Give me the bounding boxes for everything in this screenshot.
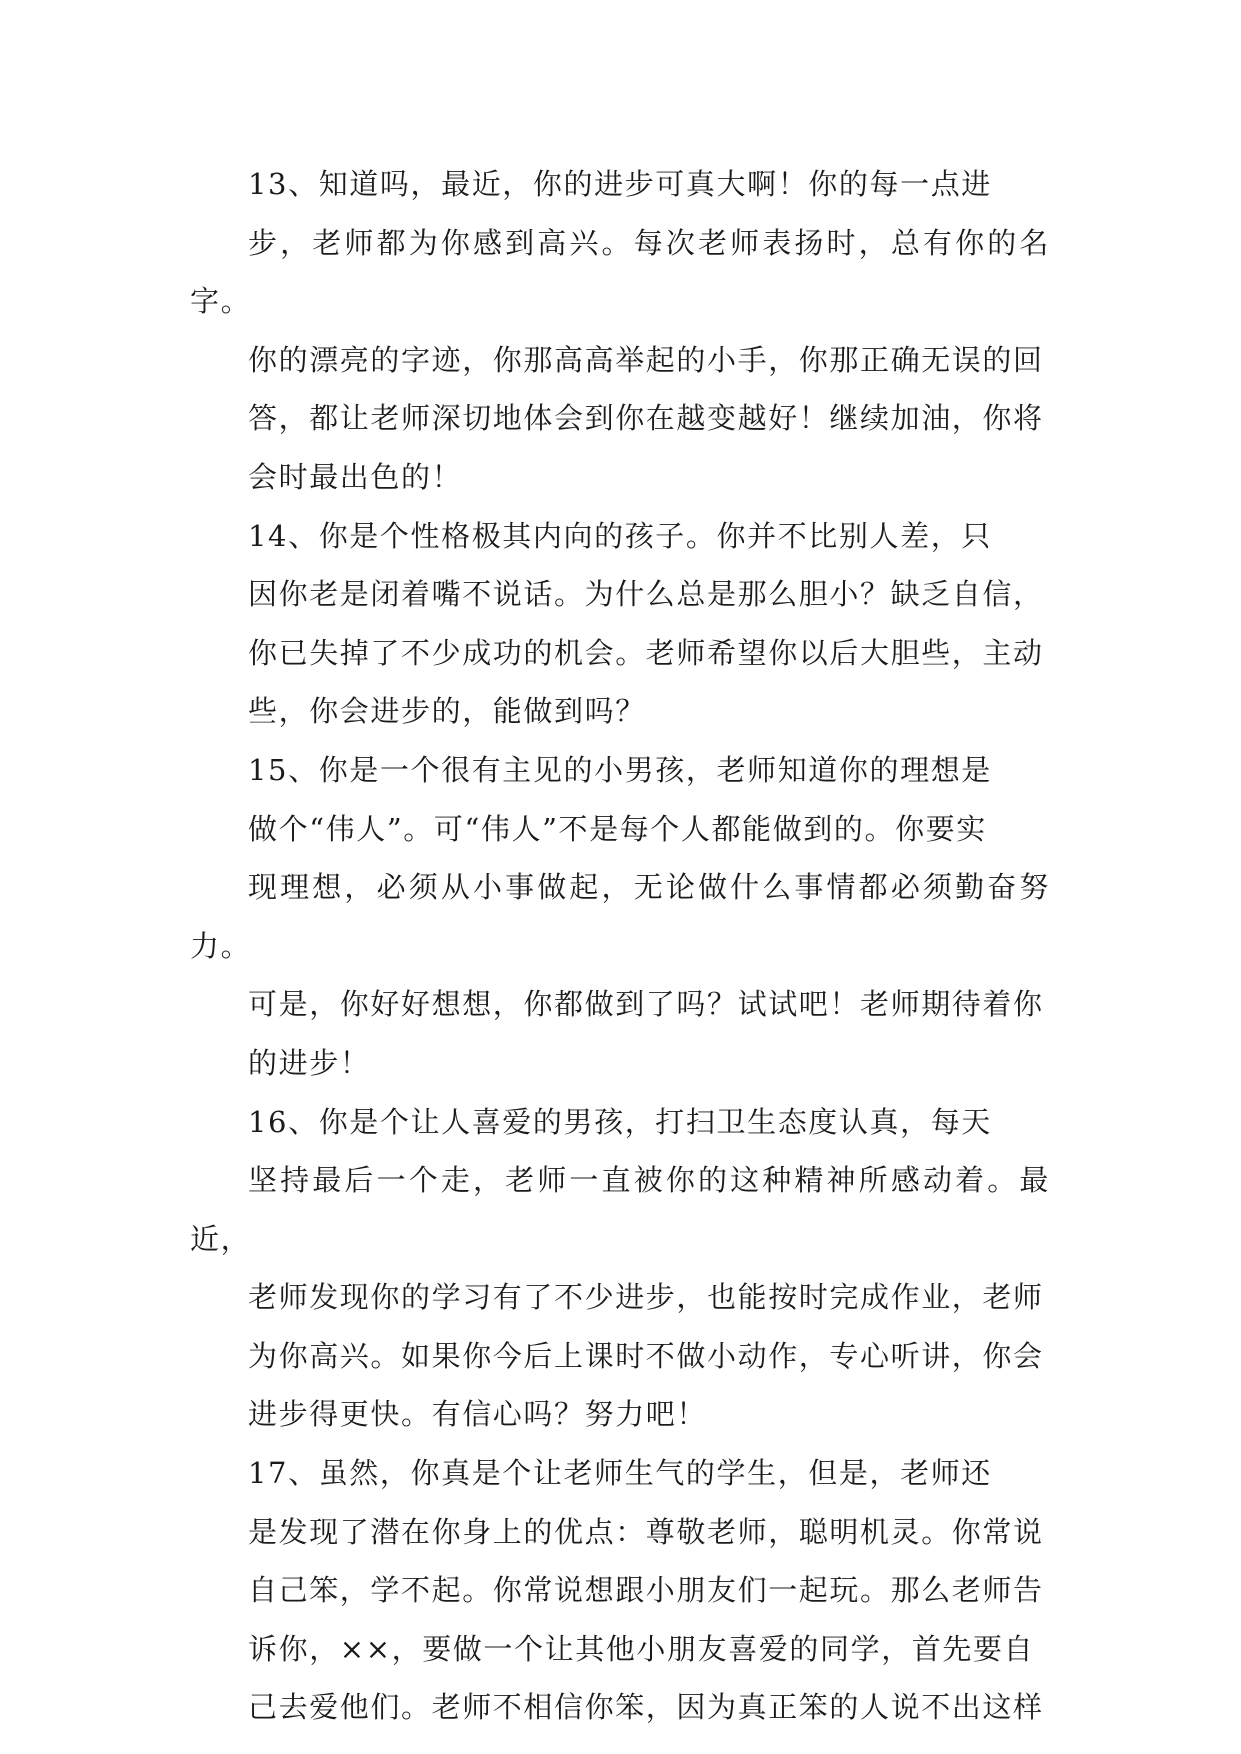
paragraph-line: 你已失掉了不少成功的机会。老师希望你以后大胆些，主动	[248, 635, 1044, 670]
paragraph-line: 坚持最后一个走，老师一直被你的这种精神所感动着。最近，	[190, 1163, 1050, 1256]
paragraph-13	[190, 155, 1050, 507]
paragraph-line: 16、你是个让人喜爱的男孩，打扫卫生态度认真，每天	[248, 1104, 992, 1139]
paragraph-line: 13、知道吗，最近，你的进步可真大啊！你的每一点进	[248, 167, 992, 201]
paragraph-line: 会时最出色的！	[248, 459, 463, 494]
paragraph-line: 进步得更快。有信心吗？努力吧！	[248, 1397, 708, 1432]
paragraph-line: 答，都让老师深切地体会到你在越变越好！继续加油，你将	[248, 401, 1044, 436]
paragraph-line: 可是，你好好想想，你都做到了吗？试试吧！老师期待着你	[248, 987, 1044, 1022]
paragraph-line: 现理想，必须从小事做起，无论做什么事情都必须勤奋努力。	[190, 870, 1050, 963]
paragraph-line: 的进步！	[248, 1045, 371, 1080]
paragraph-line: 因你老是闭着嘴不说话。为什么总是那么胆小？缺乏自信，	[248, 577, 1044, 612]
paragraph-line: 15、你是一个很有主见的小男孩，老师知道你的理想是	[248, 752, 992, 787]
paragraph-line: 你的漂亮的字迹，你那高高举起的小手，你那正确无误的回	[248, 342, 1044, 377]
paragraph-line: 步，老师都为你感到高兴。每次老师表扬时，总有你的名字。	[190, 225, 1050, 319]
paragraph-line: 老师发现你的学习有了不少进步，也能按时完成作业，老师	[248, 1280, 1044, 1315]
paragraph-line: 做个“伟人”。可“伟人”不是每个人都能做到的。你要实	[248, 811, 987, 846]
paragraph-15	[190, 741, 1050, 1093]
paragraph-line: 些，你会进步的，能做到吗？	[248, 694, 646, 729]
document-body	[190, 155, 1050, 1737]
paragraph-14	[190, 507, 1050, 741]
paragraph-line: 为你高兴。如果你今后上课时不做小动作，专心听讲，你会	[248, 1338, 1044, 1373]
paragraph-line: 诉你，××，要做一个让其他小朋友喜爱的同学，首先要自	[248, 1631, 1035, 1666]
paragraph-line: 14、你是个性格极其内向的孩子。你并不比别人差，只	[248, 518, 992, 553]
paragraph-line: 是发现了潜在你身上的优点：尊敬老师，聪明机灵。你常说	[248, 1514, 1044, 1549]
paragraph-17	[190, 1444, 1050, 1737]
paragraph-line: 自己笨，学不起。你常说想跟小朋友们一起玩。那么老师告	[248, 1573, 1044, 1608]
paragraph-line: 己去爱他们。老师不相信你笨，因为真正笨的人说不出这样	[248, 1690, 1044, 1725]
paragraph-16	[190, 1093, 1050, 1445]
paragraph-line: 17、虽然，你真是个让老师生气的学生，但是，老师还	[248, 1456, 992, 1491]
